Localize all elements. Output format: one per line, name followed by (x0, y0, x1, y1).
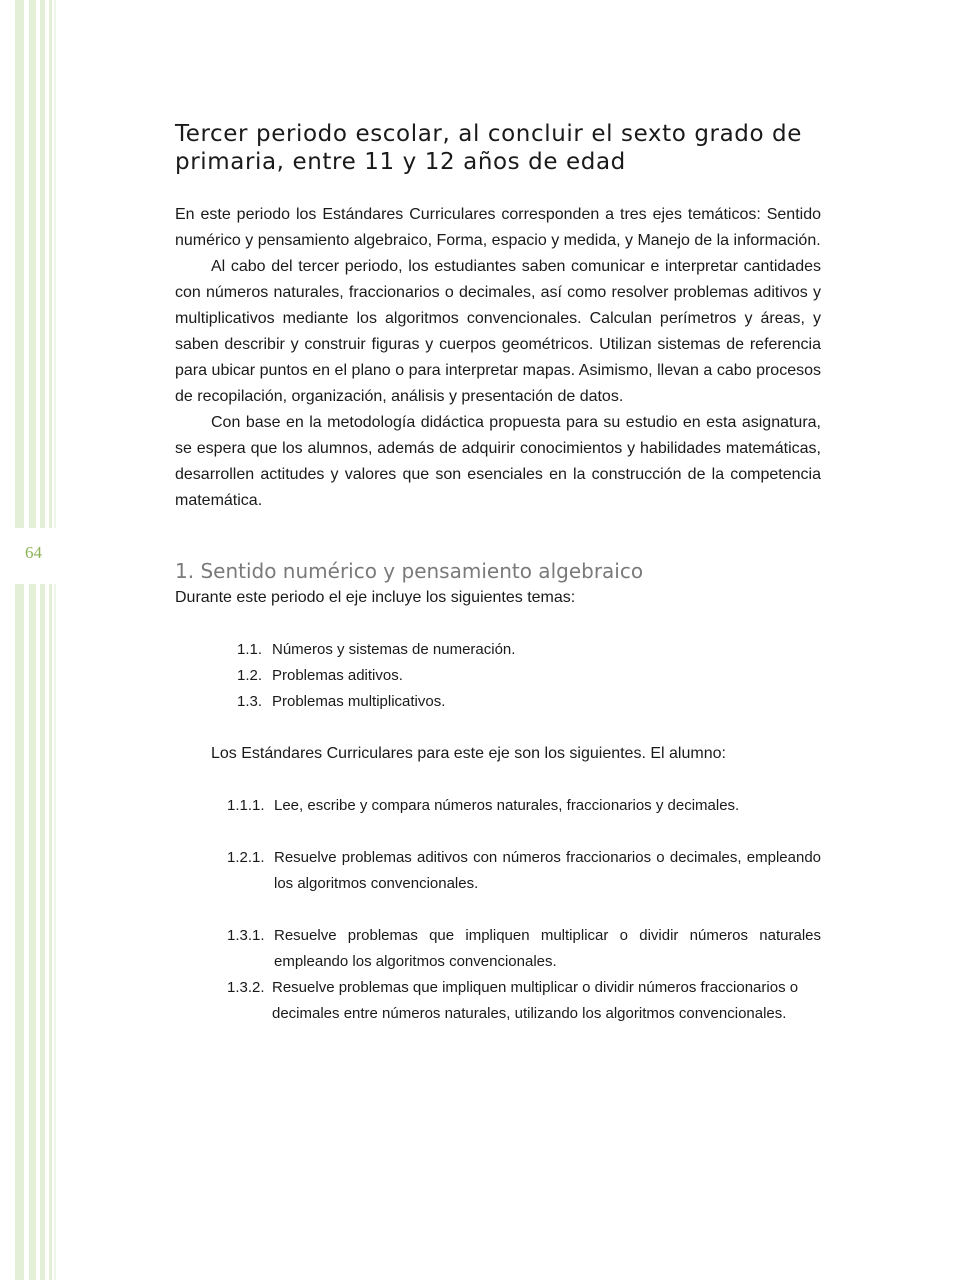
page-content (175, 120, 821, 1027)
margin-stripe (40, 0, 45, 1280)
topic-text: Problemas aditivos. (272, 667, 403, 684)
standard-text: Resuelve problemas que impliquen multiplicar o dividir números fraccionarios o decimales entre números naturales, utilizando los algoritmos convencionales. (272, 979, 799, 1022)
standard-text: Lee, escribe y compara números naturales, fraccionarios y decimales. (274, 797, 740, 814)
topic-item (237, 689, 821, 715)
intro-text (175, 202, 821, 514)
topic-number: 1.1. (237, 641, 263, 658)
topic-item (237, 637, 821, 663)
intro-paragraph: Con base en la metodología didáctica propuesta para su estudio en esta asignatura, se espera que los alumnos, además de adquirir conocimientos y habilidades matemáticas, desarrollen actitudes y valores que son esenciales en la construcción de la competencia matemática. (175, 414, 821, 509)
topic-text: Números y sistemas de numeración. (272, 641, 516, 658)
standard-item (227, 793, 821, 819)
standard-text: Resuelve problemas aditivos con números fraccionarios o decimales, empleando los algoritmos convencionales. (274, 849, 821, 892)
decorative-margin-stripes (0, 0, 60, 1280)
intro-paragraph: Al cabo del tercer periodo, los estudiantes saben comunicar e interpretar cantidades con números naturales, fraccionarios o decimales, así como resolver problemas aditivos y multiplicativos mediante los algoritmos convencionales. Calculan perímetros y áreas, y saben describir y construir figuras y cuerpos geométricos. Utilizan sistemas de referencia para ubicar puntos en el plano o para interpretar mapas. Asimismo, llevan a cabo procesos de recopilación, organización, análisis y presentación de datos. (175, 258, 821, 405)
margin-stripe (15, 0, 24, 1280)
topic-number: 1.2. (237, 667, 263, 684)
standard-item (227, 975, 821, 1027)
standard-number: 1.2.1. (227, 849, 265, 866)
topic-item (237, 663, 821, 689)
topic-number: 1.3. (237, 693, 263, 710)
standard-number: 1.3.2. (227, 979, 265, 996)
margin-stripe (29, 0, 36, 1280)
section-intro: Durante este periodo el eje incluye los siguientes temas: (175, 589, 576, 606)
standard-item (227, 923, 821, 975)
margin-stripe (54, 0, 56, 1280)
page-title: Tercer periodo escolar, al concluir el sexto grado de primaria, entre 11 y 12 años de edad (175, 121, 803, 175)
page-number: 64 (25, 543, 42, 562)
standards-intro: Los Estándares Curriculares para este eje son los siguientes. El alumno: (211, 745, 726, 762)
margin-stripe (49, 0, 52, 1280)
standard-number: 1.3.1. (227, 927, 265, 944)
section-heading: 1. Sentido numérico y pensamiento algebraico (175, 559, 644, 583)
standard-text: Resuelve problemas que impliquen multiplicar o dividir números naturales empleando los algoritmos convencionales. (274, 927, 821, 970)
topic-list (237, 637, 821, 715)
standard-item (227, 845, 821, 897)
standard-number: 1.1.1. (227, 797, 265, 814)
intro-paragraph: En este periodo los Estándares Curriculares corresponden a tres ejes temáticos: Sentido numérico y pensamiento algebraico, Forma, espacio y medida, y Manejo de la información. (175, 206, 821, 249)
topic-text: Problemas multiplicativos. (272, 693, 446, 710)
